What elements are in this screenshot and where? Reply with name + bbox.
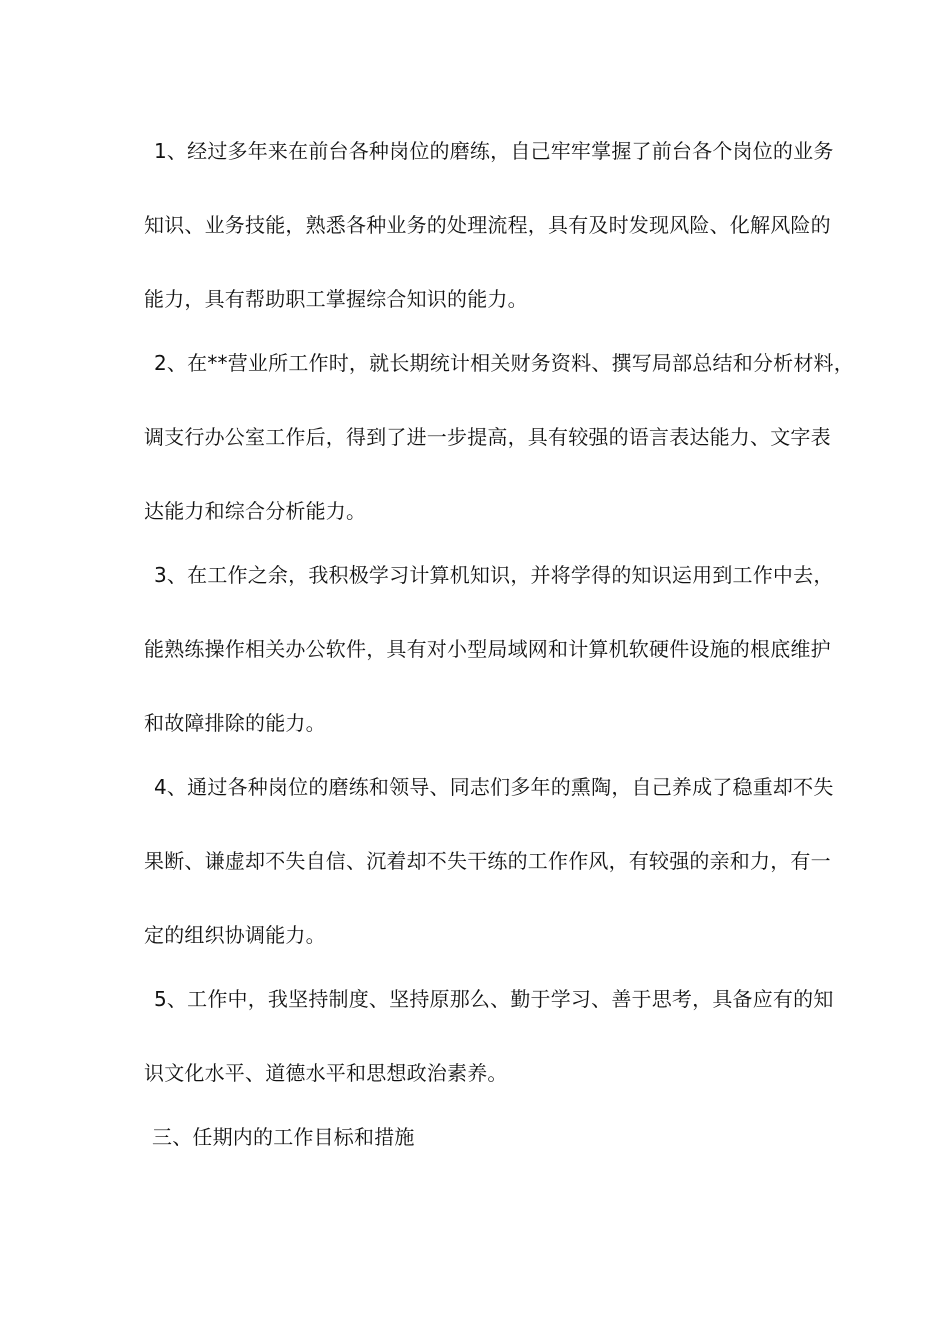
paragraph-4-line-1: 4、通过各种岗位的磨练和领导、同志们多年的熏陶，自己养成了稳重却不失	[154, 775, 834, 799]
paragraph-3-line-2: 能熟练操作相关办公软件，具有对小型局域网和计算机软硬件设施的根底维护	[144, 637, 831, 661]
paragraph-1-line-1: 1、经过多年来在前台各种岗位的磨练，自己牢牢掌握了前台各个岗位的业务	[154, 139, 834, 163]
paragraph-2-line-3: 达能力和综合分析能力。	[144, 499, 367, 523]
paragraph-2-line-2: 调支行办公室工作后，得到了进一步提高，具有较强的语言表达能力、文字表	[144, 425, 831, 449]
paragraph-5-line-1: 5、工作中，我坚持制度、坚持原那么、勤于学习、善于思考，具备应有的知	[154, 987, 834, 1011]
paragraph-3-line-1: 3、在工作之余，我积极学习计算机知识，并将学得的知识运用到工作中去，	[154, 563, 834, 587]
paragraph-1-line-2: 知识、业务技能，熟悉各种业务的处理流程，具有及时发现风险、化解风险的	[144, 213, 831, 237]
paragraph-4-line-3: 定的组织协调能力。	[144, 923, 326, 947]
paragraph-3-line-3: 和故障排除的能力。	[144, 711, 326, 735]
section-heading: 三、任期内的工作目标和措施	[152, 1125, 415, 1149]
paragraph-5-line-2: 识文化水平、道德水平和思想政治素养。	[144, 1061, 508, 1085]
paragraph-4-line-2: 果断、谦虚却不失自信、沉着却不失干练的工作作风，有较强的亲和力，有一	[144, 849, 831, 873]
paragraph-1-line-3: 能力，具有帮助职工掌握综合知识的能力。	[144, 287, 528, 311]
paragraph-2-line-1: 2、在**营业所工作时，就长期统计相关财务资料、撰写局部总结和分析材料，	[154, 351, 854, 375]
